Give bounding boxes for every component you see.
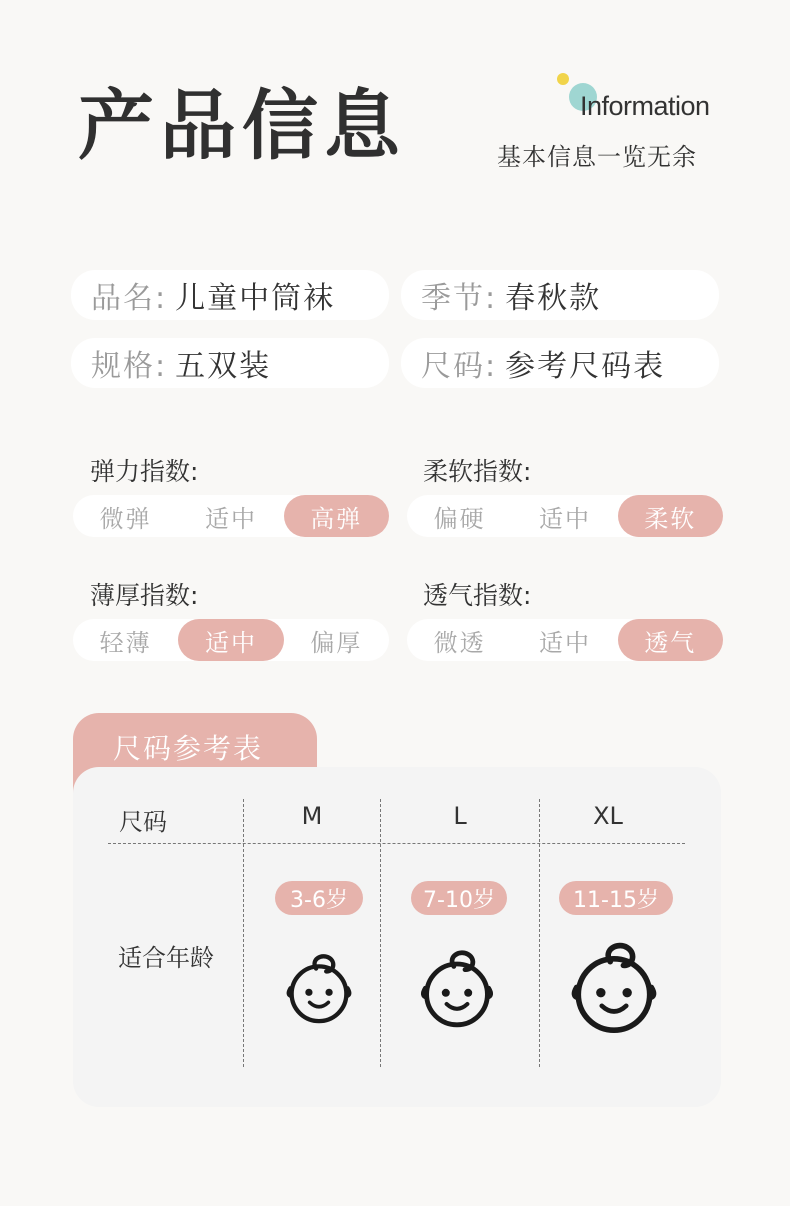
info-value: 参考尺码表: [505, 349, 666, 384]
thickness-index-label: 薄厚指数:: [90, 581, 199, 610]
size-col-l: L: [453, 802, 467, 830]
elasticity-index-bar: [73, 495, 389, 537]
decor-dot-yellow: [557, 73, 569, 85]
index-option: 微透: [433, 628, 486, 657]
breathability-index-bar: [407, 619, 723, 661]
index-option: 适中: [538, 504, 591, 533]
table-divider: [243, 799, 244, 1067]
table-divider: [380, 799, 381, 1067]
size-chart-title: 尺码参考表: [113, 732, 264, 765]
softness-index-bar: [407, 495, 723, 537]
thickness-index-bar: [73, 619, 389, 661]
index-option-selected: 透气: [618, 619, 723, 661]
info-heading-en: Information: [580, 91, 710, 121]
index-option: 偏硬: [433, 504, 486, 533]
size-col-m: M: [301, 802, 323, 830]
info-label: 季节:: [421, 281, 498, 316]
size-row-header: 尺码: [119, 808, 167, 836]
page-title: 产品信息: [78, 81, 406, 170]
age-badge-xl: 11-15岁: [559, 881, 673, 915]
info-label: 品名:: [91, 281, 168, 316]
baby-face-icon: [282, 952, 356, 1024]
info-value: 儿童中筒袜: [175, 281, 336, 316]
age-badge-l: 7-10岁: [411, 881, 507, 915]
index-option: 偏厚: [310, 628, 363, 657]
info-pill-spec: [71, 338, 389, 388]
info-label: 规格:: [91, 349, 168, 384]
baby-face-icon: [565, 940, 663, 1034]
breathability-index-label: 透气指数:: [423, 581, 532, 610]
info-value: 五双装: [175, 349, 272, 384]
size-col-xl: XL: [593, 802, 623, 830]
softness-index-label: 柔软指数:: [423, 457, 532, 486]
page-subtitle: 基本信息一览无余: [497, 143, 697, 171]
info-pill-name: [71, 270, 389, 320]
info-value: 春秋款: [505, 281, 602, 316]
age-badge-m: 3-6岁: [275, 881, 363, 915]
info-pill-size: [401, 338, 719, 388]
elasticity-index-label: 弹力指数:: [90, 457, 199, 486]
index-option-selected: 高弹: [284, 495, 389, 537]
table-divider: [108, 843, 685, 844]
index-option: 轻薄: [99, 628, 152, 657]
info-pill-season: [401, 270, 719, 320]
index-option: 适中: [204, 504, 257, 533]
index-option-selected: 适中: [178, 619, 283, 661]
index-option-selected: 柔软: [618, 495, 723, 537]
table-divider: [539, 799, 540, 1067]
index-option: 适中: [538, 628, 591, 657]
info-label: 尺码:: [421, 349, 498, 384]
baby-face-icon: [415, 948, 499, 1028]
age-row-header: 适合年龄: [118, 944, 214, 972]
index-option: 微弹: [99, 504, 152, 533]
